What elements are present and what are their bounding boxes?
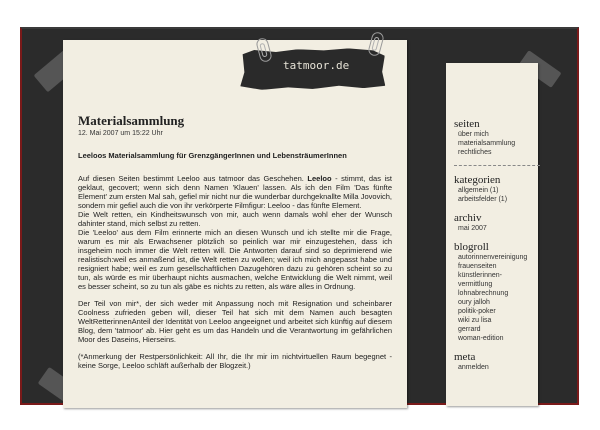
post-text-bold: Leeloo <box>307 174 332 183</box>
post-paragraph: (*Anmerkung der Restpersönlichkeit: All Ihr, die Ihr mir im nichtvirtuellen Raum begegnet - keine Sorge, Leeloo schläft außerhalb der Blogzeit.) <box>78 352 392 370</box>
sidebar-heading-meta: meta <box>454 351 476 363</box>
site-logo-link[interactable]: tatmoor.de <box>283 59 350 72</box>
sidebar-link-arbeitsfelder[interactable]: arbeitsfelder (1) <box>458 196 508 203</box>
blogroll-link[interactable]: künstlerinnen- <box>458 272 502 279</box>
blogroll-link[interactable]: oury jalloh <box>458 299 490 306</box>
sidebar-link-materialsammlung[interactable]: materialsammlung <box>458 140 516 147</box>
post-paragraph: Der Teil von mir*, der sich weder mit Anpassung noch mit Resignation und scheinbarer Coolness zufrieden geben will, dieser Teil hat sich mit dem Namen auch besagten WeltRetterinnenAnteil der Identität von Leeloo angeeignet und arbeitet sich künftig auf diesem Blog, dem 'tatmoor' ab. Hier geht es um das Handeln und die Verantwortung im gefährlichen Moor des Daseins, Hierseins. <box>78 299 392 344</box>
sidebar-link-allgemein[interactable]: allgemein (1) <box>458 187 499 194</box>
sidebar-link-ueber-mich[interactable]: über mich <box>458 131 489 138</box>
post-text: - stimmt, das ist geklaut, gecovert; wenn sich denn Namen 'Klauen' lassen. Als ich den Film 'Das fünfte Element' zum ersten Mal sah, gefiel mir nicht nur die wunderbar durchgeknallte Milla Jovovich, sondern mir gefiel auch die von ihr verkörperte Filmfigur: Leeloo - das fünfte Element. <box>78 174 392 210</box>
blogroll-link[interactable]: politik-poker <box>458 308 496 315</box>
sidebar-heading-seiten: seiten <box>454 118 480 130</box>
sidebar <box>454 118 540 380</box>
sidebar-link-mai-2007[interactable]: mai 2007 <box>458 225 487 232</box>
blogroll-link[interactable]: frauenseiten <box>458 263 497 270</box>
sidebar-link-anmelden[interactable]: anmelden <box>458 364 489 371</box>
sidebar-heading-kategorien: kategorien <box>454 174 501 186</box>
blogroll-link[interactable]: wiki zu lisa <box>458 317 492 324</box>
post-paragraph: Die Welt retten, ein Kindheitswunsch von mir, auch wenn damals wohl eher der Wunsch dahinter stand, mich selbst zu retten. <box>78 210 392 228</box>
blogroll-link[interactable]: gerrard <box>458 326 481 333</box>
post-article <box>78 113 392 378</box>
sidebar-section-meta <box>454 351 540 372</box>
post-text: Auf diesen Seiten bestimmt Leeloo aus tatmoor das Geschehen. <box>78 174 308 183</box>
post-body <box>78 174 392 370</box>
sidebar-section-kategorien <box>454 174 540 204</box>
sidebar-section-archiv <box>454 212 540 233</box>
post-subtitle: Leeloos Materialsammlung für GrenzgängerInnen und LebensträumerInnen <box>78 151 347 160</box>
blogroll-link[interactable]: vermittlung <box>458 281 493 288</box>
post-date: 12. Mai 2007 um 15:22 Uhr <box>78 130 163 137</box>
sidebar-heading-blogroll: blogroll <box>454 241 489 253</box>
post-paragraph <box>78 174 392 210</box>
blogroll-link[interactable]: woman-edition <box>458 335 504 342</box>
post-paragraph: Die 'Leeloo' aus dem Film erinnerte mich an diesen Wunsch und ich stellte mir die Frage, warum es mir als Erwachsener plötzlich so peinlich war mir einzugestehen, dass ich insgeheim noch immer die Welt retten will. Die Antworten darauf sind so deprimierend wie realistisch:weil es anmaßend ist, die Welt retten zu wollen; weil ich mich angepasst habe und resigniert habe; weil es zum gesellschaftlichen Dazugehören dazu zu gehören scheint so zu tun, als würde es mir überhaupt nichts ausmachen, welche Entwicklung die Welt nimmt, weil es besser scheint, so zu tun als gäbe es nichts zu retten, als wäre alles in Ordnung. <box>78 228 392 291</box>
sidebar-section-blogroll <box>454 241 540 343</box>
blogroll-link[interactable]: lohnabrechnung <box>458 290 509 297</box>
post-title[interactable]: Materialsammlung <box>78 113 185 128</box>
sidebar-heading-archiv: archiv <box>454 212 482 224</box>
divider <box>454 165 540 166</box>
sidebar-link-rechtliches[interactable]: rechtliches <box>458 149 492 156</box>
blogroll-link[interactable]: autorinnenvereinigung <box>458 254 528 261</box>
sidebar-section-seiten <box>454 118 540 157</box>
